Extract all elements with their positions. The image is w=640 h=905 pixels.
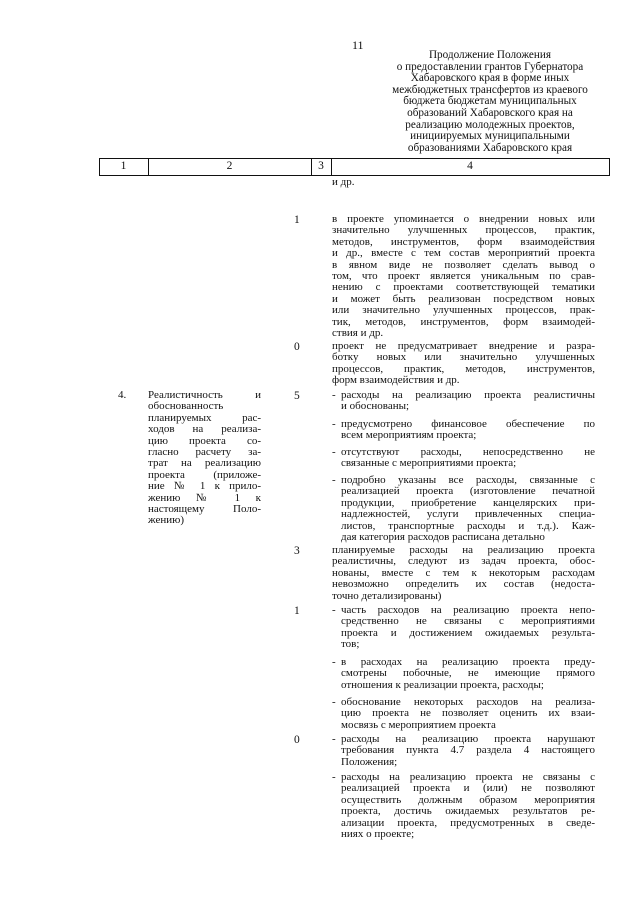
text-line: том, что проект является уникальным по срав- <box>332 270 595 283</box>
bullet-item <box>332 446 595 470</box>
text-line: предусмотрено финансовое обеспечение по <box>341 418 595 430</box>
header-line: инициируемых муниципальными <box>410 130 570 143</box>
text-line: проекта (приложе- <box>148 468 261 481</box>
text-line: жению № 1 к <box>148 491 261 504</box>
text-line: связанные с мероприятиями проекта; <box>341 457 517 470</box>
score-value: 1 <box>294 214 300 226</box>
text-line: и может быть реализован посредством новых <box>332 292 595 305</box>
bullet-item <box>332 389 595 413</box>
text-line: методов, инструментов, форм взаимодействия <box>332 235 595 248</box>
text-line: тов; <box>341 638 360 651</box>
text-line: и обоснованы; <box>341 400 410 413</box>
text-line: трат на реализацию <box>148 457 261 470</box>
criterion-number: 4. <box>118 389 127 401</box>
text-line: реалистичны, следуют из задач проекта, обос- <box>332 555 595 568</box>
dash-marker: - <box>332 771 336 783</box>
header-line: Хабаровского края в форме иных <box>410 72 570 85</box>
dash-marker: - <box>332 733 336 745</box>
text-line: расходы на реализацию проекта реалистичны <box>341 389 595 401</box>
text-line: всем мероприятиям проекта; <box>341 429 477 442</box>
text-line: требования пункта 4.7 раздела 4 настоящего <box>341 744 595 757</box>
text-line: Реалистичность и <box>148 389 261 401</box>
header-line: образованиями Хабаровского края <box>407 141 573 154</box>
header-line: реализацию молодежных проектов, <box>405 118 575 131</box>
bullet-item <box>332 474 595 544</box>
column-header-2: 2 <box>226 160 233 172</box>
text-line: мосвязь с мероприятием проекта <box>341 718 496 731</box>
text-line: планируемые расходы на реализацию проекта <box>332 544 595 556</box>
text-line: точно детализированы) <box>332 589 442 602</box>
bullet-item <box>332 418 595 442</box>
header-line: межбюджетных трансфертов из краевого <box>392 83 588 96</box>
document-header <box>372 50 608 154</box>
text-line: проекта, достичь ожидаемых результатов ре- <box>341 805 595 818</box>
text-line: расходы на реализацию проекта нарушают <box>341 733 595 745</box>
text-line: настоящему Поло- <box>148 503 261 516</box>
text-line: ботку новых или значительно улучшенных <box>332 351 595 364</box>
text-line: ализации проекта, предусмотренных в сведе- <box>341 816 595 829</box>
score-description <box>332 545 595 602</box>
continuation-text: и др. <box>332 176 355 188</box>
text-line: реализацией проекта (изготовление печатной <box>341 485 595 498</box>
text-line: значительно улучшенных процессов, практик, <box>332 224 595 237</box>
text-line: осуществить должным образом мероприятия <box>341 793 595 806</box>
score-description <box>332 341 595 387</box>
text-line: или значительно улучшенных процессов, прак- <box>332 304 595 317</box>
column-header-1: 1 <box>120 160 127 172</box>
text-line: проекта и достижением ожидаемых результа- <box>341 626 595 639</box>
text-line: гласно расчету за- <box>148 446 261 459</box>
text-line: отношения к реализации проекта, расходы; <box>341 678 544 691</box>
text-line: цию проекта не позволяет оценить их взаи- <box>341 707 595 720</box>
table-header-row <box>99 158 610 176</box>
text-line: тик, методов, инструментов, форм взаимодей- <box>332 315 595 328</box>
header-line: бюджета бюджетам муниципальных <box>403 95 577 108</box>
text-line: отсутствуют расходы, непосредственно не <box>341 446 595 458</box>
dash-marker: - <box>332 474 336 486</box>
table-border <box>609 159 610 175</box>
dash-marker: - <box>332 389 336 401</box>
column-header-4: 4 <box>467 160 473 172</box>
text-line: в расходах на реализацию проекта преду- <box>341 656 595 668</box>
text-line: нению с проектами соответствующей тематики <box>332 281 595 294</box>
score-value: 1 <box>294 605 300 617</box>
text-line: смотрены побочные, не имеющие прямого <box>341 667 595 680</box>
text-line: проект не предусматривает внедрение и разра- <box>332 340 595 352</box>
text-line: нованы, вместе с тем к некоторым расходам <box>332 566 595 579</box>
text-line: цию проекта со- <box>148 434 261 447</box>
text-line: дая категория расходов расписана детально <box>341 531 545 544</box>
text-line: Положения; <box>341 755 398 768</box>
text-line: ниях о проекте; <box>341 828 415 841</box>
text-line: подробно указаны все расходы, связанные с <box>341 474 595 486</box>
score-value: 0 <box>294 734 300 746</box>
text-line: жению) <box>148 514 184 527</box>
dash-marker: - <box>332 418 336 430</box>
text-line: листов, транспортные расходы и т.д.). Каж- <box>341 519 595 532</box>
text-line: и др., вместе с тем состав мероприятий проекта <box>332 247 595 260</box>
text-line: часть расходов на реализацию проекта непо- <box>341 604 595 616</box>
score-value: 5 <box>294 390 300 402</box>
column-header-3: 3 <box>318 160 324 172</box>
text-line: в проекте упоминается о внедрении новых или <box>332 213 595 225</box>
text-line: ствия и др. <box>332 327 384 340</box>
text-line: ходов на реализа- <box>148 423 261 436</box>
page-number: 11 <box>352 38 364 52</box>
text-line: продукции, приобретение канцелярских при- <box>341 496 595 509</box>
text-line: невозможно определить их состав (недоста- <box>332 578 595 591</box>
score-value: 3 <box>294 545 300 557</box>
header-line: образований Хабаровского края на <box>407 106 573 119</box>
bullet-item <box>332 604 595 651</box>
text-line: планируемых рас- <box>148 411 261 424</box>
score-description <box>332 214 595 339</box>
text-line: средственно не связаны с мероприятиями <box>341 615 595 628</box>
dash-marker: - <box>332 656 336 668</box>
text-line: ние № 1 к прило- <box>148 480 261 493</box>
text-line: реализацией проекта и (или) не позволяют <box>341 782 595 795</box>
dash-marker: - <box>332 604 336 616</box>
text-line: форм взаимодействия и др. <box>332 374 460 387</box>
criterion-name <box>148 390 261 527</box>
text-line: надлежностей, услуги привлеченных специа- <box>341 508 595 521</box>
dash-marker: - <box>332 696 336 708</box>
text-line: в явном виде не позволяет сделать вывод о <box>332 258 595 271</box>
text-line: расходы на реализацию проекта не связаны с <box>341 771 595 783</box>
header-line: о предоставлении грантов Губернатора <box>396 60 584 73</box>
header-line: Продолжение Положения <box>428 49 552 61</box>
bullet-item <box>332 656 595 691</box>
bullet-item <box>332 696 595 731</box>
dash-marker: - <box>332 446 336 458</box>
score-value: 0 <box>294 341 300 353</box>
bullet-item <box>332 733 595 768</box>
text-line: обоснованность <box>148 400 224 413</box>
text-line: обоснование некоторых расходов на реализа- <box>341 696 595 708</box>
bullet-item <box>332 771 595 841</box>
text-line: процессов, практик, методов, инструментов, <box>332 362 595 375</box>
